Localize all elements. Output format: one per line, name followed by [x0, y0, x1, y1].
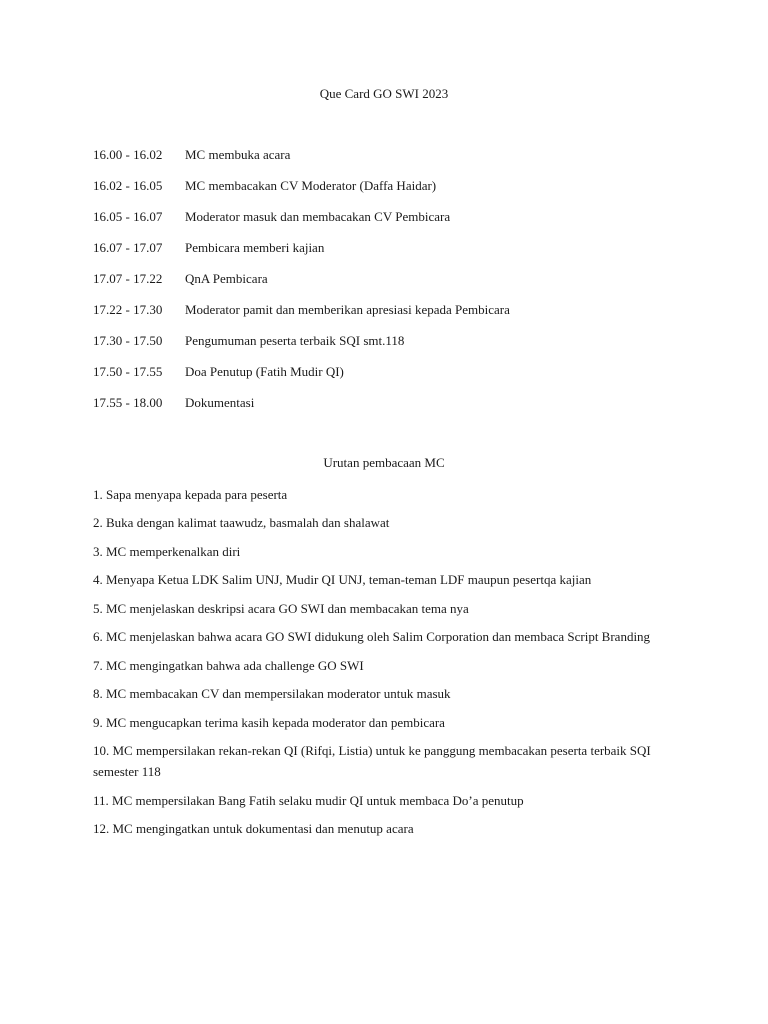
- list-item: 11. MC mempersilakan Bang Fatih selaku mudir QI untuk membaca Do’a penutup: [93, 792, 524, 808]
- schedule-row: [93, 395, 693, 426]
- list-item: 8. MC membacakan CV dan mempersilakan moderator untuk masuk: [93, 686, 451, 701]
- schedule-time: 17.07 - 17.22: [93, 271, 163, 286]
- schedule-list: [93, 147, 693, 426]
- schedule-time: 16.02 - 16.05: [93, 178, 163, 193]
- mc-steps-list: [93, 486, 663, 849]
- schedule-time: 17.50 - 17.55: [93, 364, 163, 379]
- schedule-row: [93, 240, 693, 271]
- schedule-row: [93, 333, 693, 364]
- list-item: 2. Buka dengan kalimat taawudz, basmalah dan shalawat: [93, 515, 390, 530]
- list-item: 10. MC mempersilakan rekan-rekan QI (Rifqi, Listia) untuk ke panggung membacakan peserta terbaik SQI semester 118: [93, 743, 651, 779]
- section-heading: Urutan pembacaan MC: [323, 455, 445, 470]
- schedule-desc: QnA Pembicara: [185, 271, 268, 286]
- schedule-time: 17.55 - 18.00: [93, 395, 163, 410]
- schedule-desc: Doa Penutup (Fatih Mudir QI): [185, 364, 344, 379]
- schedule-time: 16.05 - 16.07: [93, 209, 163, 224]
- schedule-row: [93, 364, 693, 395]
- schedule-time: 17.22 - 17.30: [93, 302, 163, 317]
- schedule-desc: Pembicara memberi kajian: [185, 240, 325, 255]
- list-item: 7. MC mengingatkan bahwa ada challenge GO SWI: [93, 657, 364, 673]
- schedule-row: [93, 209, 693, 240]
- list-item: 6. MC menjelaskan bahwa acara GO SWI didukung oleh Salim Corporation dan membaca Script Branding: [93, 629, 651, 644]
- schedule-row: [93, 302, 693, 333]
- document-title: Que Card GO SWI 2023: [319, 86, 449, 101]
- list-item: 5. MC menjelaskan deskripsi acara GO SWI dan membacakan tema nya: [93, 600, 469, 616]
- schedule-time: 16.00 - 16.02: [93, 147, 163, 162]
- schedule-desc: Moderator pamit dan memberikan apresiasi kepada Pembicara: [185, 302, 510, 317]
- schedule-desc: MC membuka acara: [185, 147, 291, 162]
- schedule-time: 17.30 - 17.50: [93, 333, 163, 348]
- schedule-row: [93, 271, 693, 302]
- schedule-row: [93, 178, 693, 209]
- schedule-desc: Dokumentasi: [185, 395, 255, 410]
- list-item: 1. Sapa menyapa kepada para peserta: [93, 486, 288, 502]
- schedule-desc: MC membacakan CV Moderator (Daffa Haidar): [185, 178, 437, 193]
- list-item: 3. MC memperkenalkan diri: [93, 543, 241, 559]
- list-item: 4. Menyapa Ketua LDK Salim UNJ, Mudir QI UNJ, teman-teman LDF maupun pesertqa kajian: [93, 572, 592, 587]
- list-item: 9. MC mengucapkan terima kasih kepada moderator dan pembicara: [93, 714, 445, 730]
- list-item: 12. MC mengingatkan untuk dokumentasi dan menutup acara: [93, 821, 414, 836]
- schedule-desc: Pengumuman peserta terbaik SQI smt.118: [185, 333, 405, 348]
- schedule-time: 16.07 - 17.07: [93, 240, 163, 255]
- schedule-desc: Moderator masuk dan membacakan CV Pembicara: [185, 209, 451, 224]
- schedule-row: [93, 147, 693, 178]
